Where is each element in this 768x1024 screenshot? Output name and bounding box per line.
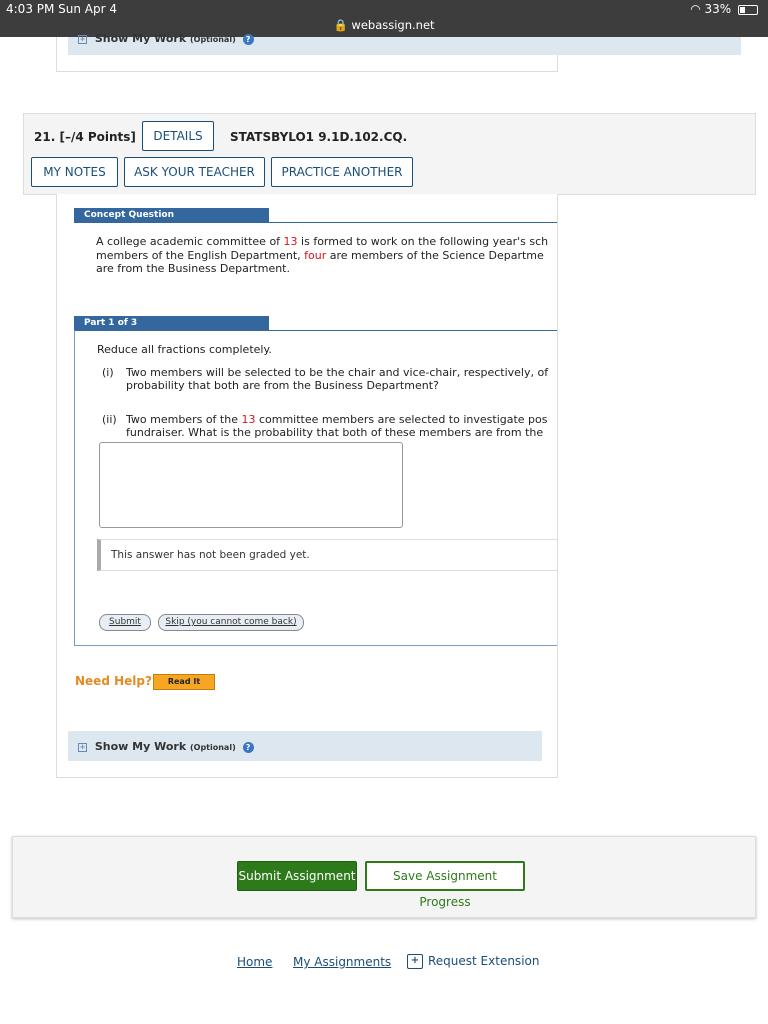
read-it-button[interactable]: Read It [153, 674, 215, 690]
need-help-label: Need Help? [75, 674, 152, 688]
url-text: webassign.net [351, 18, 435, 32]
concept-header: Concept Question [74, 208, 269, 222]
part-instruction: Reduce all fractions completely. [97, 343, 272, 356]
my-assignments-link[interactable]: My Assignments [293, 955, 392, 969]
save-progress-button[interactable]: Save Assignment Progress [365, 861, 525, 891]
status-time: 4:03 PM Sun Apr 4 [6, 2, 118, 16]
battery-percent: 33% [704, 2, 732, 16]
help-icon[interactable]: ? [243, 742, 254, 753]
optional-label: (Optional) [189, 743, 236, 752]
my-notes-button[interactable]: MY NOTES [31, 157, 118, 187]
expand-icon[interactable]: + [79, 34, 86, 43]
home-link[interactable]: Home [237, 955, 273, 969]
question-body [56, 194, 558, 778]
item-ii-line1: Two members of the 13 committee members are selected to investigate pos [126, 413, 548, 426]
help-icon[interactable]: ? [243, 34, 254, 45]
item-i-line1: Two members will be selected to be the chair and vice-chair, respectively, of [126, 366, 549, 379]
question-number: 21. [–/4 Points] [34, 130, 136, 144]
item-i-line2: probability that both are from the Business Department? [126, 379, 439, 392]
ask-teacher-button[interactable]: ASK YOUR TEACHER [124, 157, 265, 187]
assignment-actions [12, 836, 756, 918]
question-code: STATSBYLO1 9.1D.102.CQ. [230, 130, 408, 144]
battery-indicator [690, 2, 758, 16]
battery-icon [738, 5, 758, 15]
concept-text-line1: A college academic committee of 13 is formed to work on the following year's sch [96, 235, 549, 248]
question-header [23, 113, 756, 195]
details-button[interactable]: DETAILS [142, 121, 214, 151]
item-ii-line2: fundraiser. What is the probability that both of these members are from the [126, 426, 544, 439]
submit-assignment-button[interactable]: Submit Assignment [237, 861, 357, 891]
address-bar[interactable] [0, 18, 768, 32]
graded-message: This answer has not been graded yet. [97, 539, 558, 571]
show-work-bar[interactable] [68, 731, 542, 761]
practice-another-button[interactable]: PRACTICE ANOTHER [271, 157, 413, 187]
part-header: Part 1 of 3 [74, 316, 269, 330]
show-work-label[interactable]: Show My Work [94, 32, 187, 45]
optional-label: (Optional) [189, 35, 236, 44]
concept-text-line2: members of the English Department, four are members of the Science Departme [96, 249, 544, 262]
question-points: [–/4 Points] [59, 130, 136, 144]
item-ii-label: (ii) [102, 413, 117, 426]
show-work-label[interactable]: Show My Work [94, 740, 187, 753]
wifi-icon: ◠ [690, 2, 701, 16]
skip-button[interactable]: Skip (you cannot come back) [158, 614, 304, 631]
previous-show-work-bar[interactable] [68, 32, 741, 55]
answer-input[interactable] [99, 442, 403, 528]
item-i-label: (i) [102, 366, 114, 379]
lock-icon: 🔒 [333, 18, 348, 32]
request-extension-label[interactable]: Request Extension [428, 954, 540, 968]
expand-icon[interactable]: + [79, 742, 86, 751]
request-extension-link[interactable] [407, 954, 539, 969]
concept-text-line3: are from the Business Department. [96, 262, 290, 275]
calendar-plus-icon: + [407, 954, 423, 969]
submit-button[interactable]: Submit [99, 614, 151, 631]
